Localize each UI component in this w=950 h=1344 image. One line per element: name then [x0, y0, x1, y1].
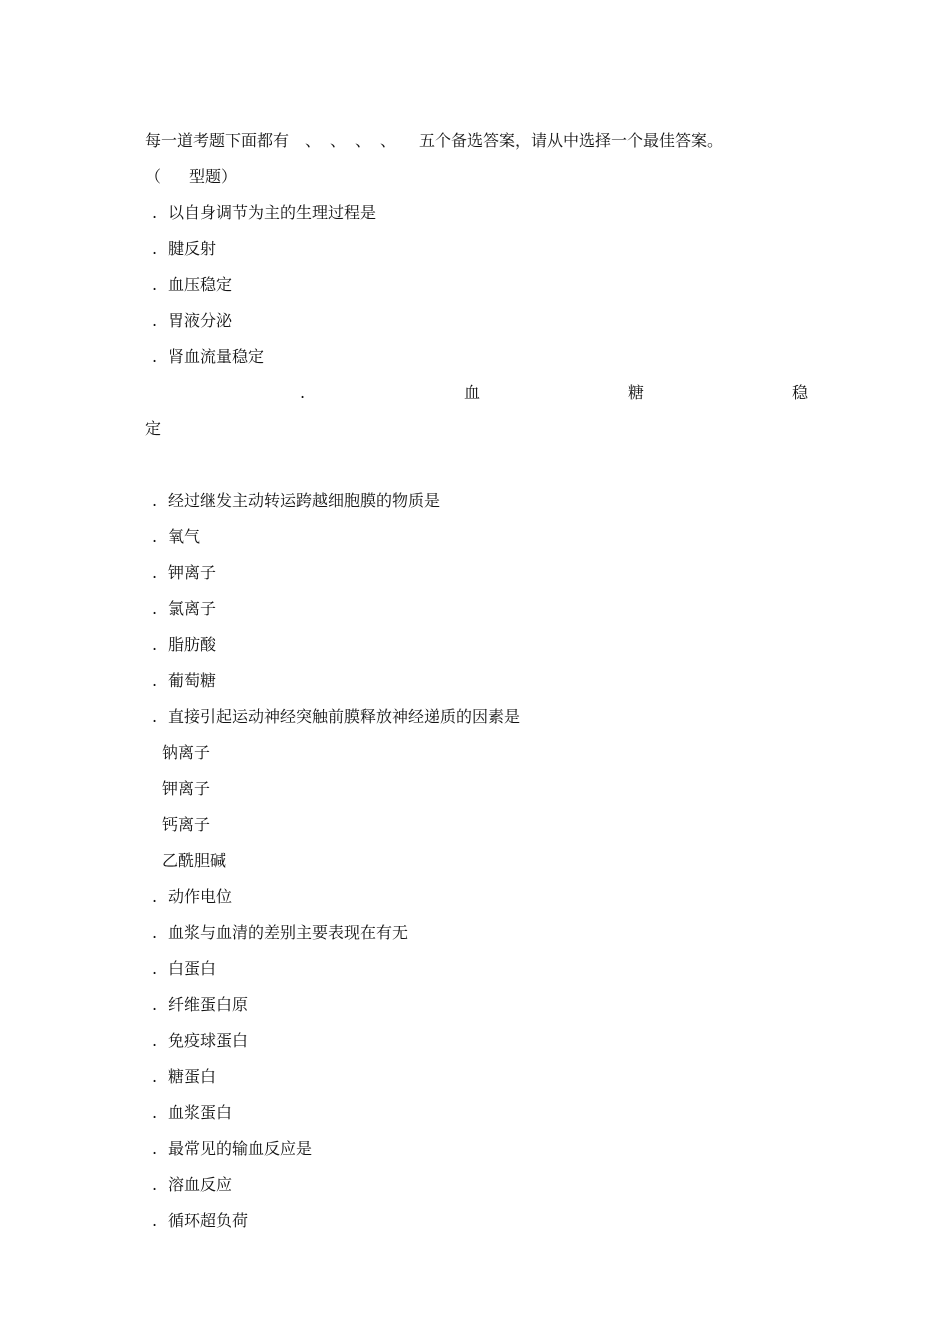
answer-option	[152, 959, 216, 979]
option-text: 乙酰胆碱	[162, 851, 227, 870]
item-marker: .	[152, 671, 158, 690]
answer-option	[152, 239, 216, 259]
answer-option	[152, 1175, 232, 1195]
answer-option	[152, 311, 232, 331]
option-text: 胃液分泌	[168, 311, 233, 330]
item-marker: .	[152, 347, 158, 366]
question-text: 经过继发主动转运跨越细胞膜的物质是	[168, 491, 441, 510]
answer-option	[152, 1103, 232, 1123]
option-text: 血压稳定	[168, 275, 233, 294]
type-label: 型题）	[189, 167, 238, 186]
item-marker: .	[152, 527, 158, 546]
answer-option	[162, 851, 226, 871]
option-wrap-text	[145, 419, 161, 439]
separator: 、	[330, 131, 347, 150]
question-text: 以自身调节为主的生理过程是	[168, 203, 377, 222]
answer-option	[162, 779, 210, 799]
item-marker: .	[152, 203, 158, 222]
option-text: 糖蛋白	[168, 1067, 217, 1086]
answer-option	[152, 599, 216, 619]
answer-option	[152, 635, 216, 655]
question-text: 直接引起运动神经突触前膜释放神经递质的因素是	[168, 707, 521, 726]
instructions-lead: 每一道考题下面都有	[145, 131, 290, 150]
option-text: 腱反射	[168, 239, 217, 258]
item-marker: .	[152, 491, 158, 510]
item-marker: .	[152, 1139, 158, 1158]
option-text: 钠离子	[162, 743, 211, 762]
option-char: 血	[464, 383, 481, 402]
question-stem	[152, 923, 408, 943]
item-marker: .	[152, 1103, 158, 1122]
question-text: 最常见的输血反应是	[168, 1139, 313, 1158]
item-marker: .	[152, 1067, 158, 1086]
option-text: 肾血流量稳定	[168, 347, 265, 366]
answer-option	[152, 671, 216, 691]
item-marker: .	[152, 275, 158, 294]
option-text: 氯离子	[168, 599, 217, 618]
type-open-paren: （	[145, 167, 162, 186]
option-text: 葡萄糖	[168, 671, 217, 690]
answer-option	[152, 347, 264, 367]
item-marker: .	[152, 1031, 158, 1050]
option-text: 循环超负荷	[168, 1211, 249, 1230]
item-marker: .	[300, 383, 306, 402]
item-marker: .	[152, 995, 158, 1014]
question-stem	[152, 707, 520, 727]
item-marker: .	[152, 239, 158, 258]
item-marker: .	[152, 959, 158, 978]
option-text: 白蛋白	[168, 959, 217, 978]
question-stem	[152, 203, 376, 223]
answer-option	[152, 527, 200, 547]
item-marker: .	[152, 707, 158, 726]
answer-option	[152, 995, 248, 1015]
option-text: 免疫球蛋白	[168, 1031, 249, 1050]
instructions-line	[145, 131, 723, 151]
option-text: 血浆蛋白	[168, 1103, 233, 1122]
answer-option	[152, 887, 232, 907]
option-text: 脂肪酸	[168, 635, 217, 654]
item-marker: .	[152, 1211, 158, 1230]
option-char: 定	[145, 419, 162, 438]
answer-option	[152, 563, 216, 583]
option-text: 氧气	[168, 527, 201, 546]
answer-option	[162, 815, 210, 835]
question-type-heading	[145, 167, 237, 187]
item-marker: .	[152, 1175, 158, 1194]
item-marker: .	[152, 311, 158, 330]
answer-option	[152, 1031, 248, 1051]
option-text: 溶血反应	[168, 1175, 233, 1194]
separator: 、	[355, 131, 372, 150]
question-stem	[152, 1139, 312, 1159]
option-text: 动作电位	[168, 887, 233, 906]
question-text: 血浆与血清的差别主要表现在有无	[168, 923, 409, 942]
answer-option	[152, 275, 232, 295]
option-text: 纤维蛋白原	[168, 995, 249, 1014]
question-stem	[152, 491, 440, 511]
item-marker: .	[152, 599, 158, 618]
item-marker: .	[152, 923, 158, 942]
item-marker: .	[152, 563, 158, 582]
option-text: 钾离子	[168, 563, 217, 582]
item-marker: .	[152, 887, 158, 906]
answer-option	[152, 1067, 216, 1087]
option-text: 钾离子	[162, 779, 211, 798]
answer-option	[152, 1211, 248, 1231]
option-char: 稳	[792, 383, 809, 402]
option-text: 钙离子	[162, 815, 211, 834]
instructions-tail: 五个备选答案，请从中选择一个最佳答案。	[419, 131, 724, 150]
item-marker: .	[152, 635, 158, 654]
option-char: 糖	[628, 383, 645, 402]
separator: 、	[305, 131, 322, 150]
answer-option	[162, 743, 210, 763]
separator: 、	[380, 131, 397, 150]
